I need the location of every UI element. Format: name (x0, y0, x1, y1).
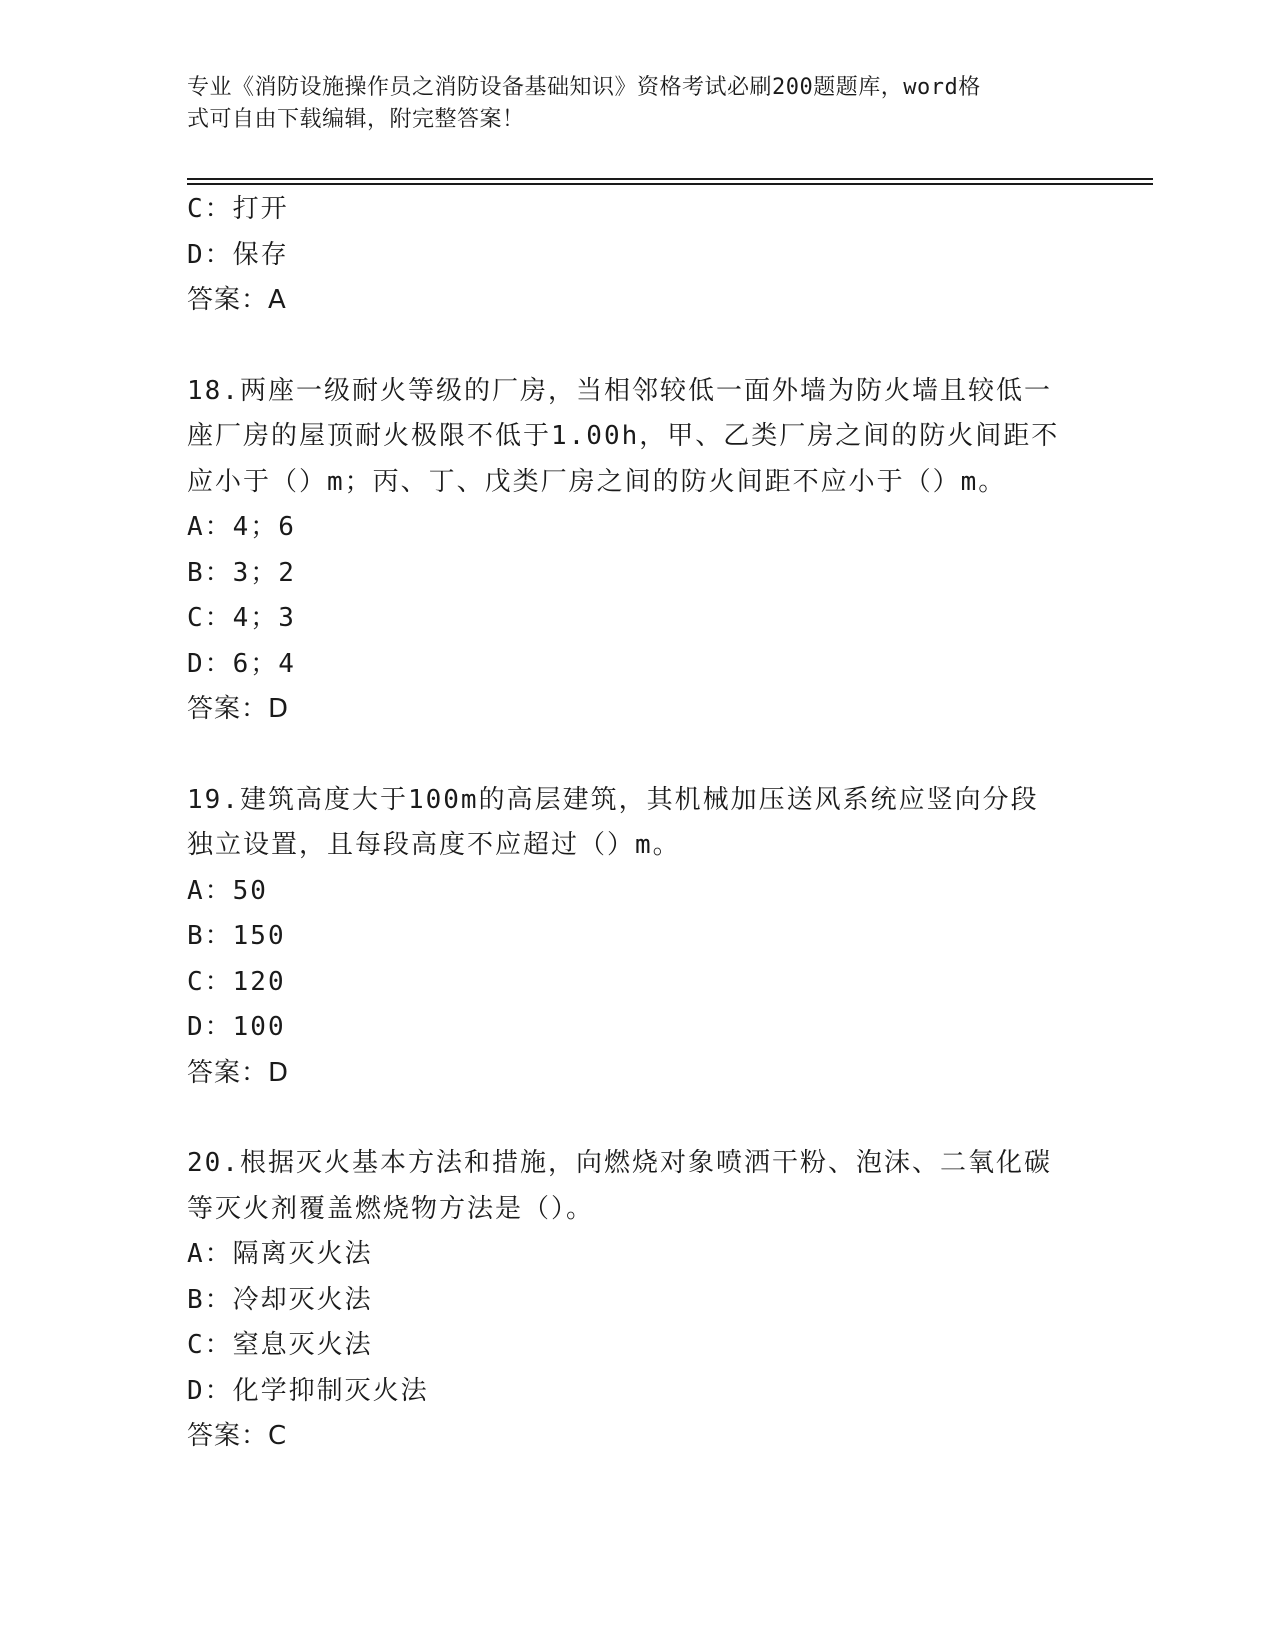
question-text-line: 独立设置，且每段高度不应超过（）m。 (187, 830, 681, 860)
option-c: C：打开 (187, 194, 289, 224)
option-b: B：冷却灭火法 (187, 1284, 373, 1315)
question-text-line: 20.根据灭火基本方法和措施，向燃烧对象喷洒干粉、泡沫、二氧化碳 (187, 1148, 1052, 1178)
header-rule-top (187, 178, 1153, 180)
document-header (187, 72, 1067, 136)
option-b: B：3；2 (187, 557, 296, 588)
answer-line: 答案：D (187, 1057, 290, 1088)
question-18 (187, 369, 1087, 733)
option-b: B：150 (187, 921, 286, 951)
option-a: A：50 (187, 875, 268, 906)
header-rule-bottom (187, 183, 1153, 185)
option-a: A：隔离灭火法 (187, 1239, 373, 1269)
answer-line: 答案：D (187, 694, 290, 724)
option-d: D：化学抑制灭火法 (187, 1375, 429, 1406)
question-text-line: 座厂房的屋顶耐火极限不低于1.00h，甲、乙类厂房之间的防火间距不 (187, 421, 1060, 451)
question-text-line: 等灭火剂覆盖燃烧物方法是（）。 (187, 1193, 595, 1224)
answer-line: 答案：C (187, 1421, 288, 1451)
option-d: D：保存 (187, 239, 289, 270)
option-c: C：4；3 (187, 603, 296, 633)
option-c: C：窒息灭火法 (187, 1330, 373, 1360)
option-a: A：4；6 (187, 512, 296, 542)
option-d: D：6；4 (187, 648, 296, 679)
question-19 (187, 778, 1087, 1097)
previous-question-tail (187, 187, 1087, 324)
header-line-2: 式可自由下载编辑，附完整答案！ (187, 107, 525, 132)
answer-line: 答案：A (187, 285, 287, 315)
option-d: D：100 (187, 1012, 286, 1042)
question-text-line: 19.建筑高度大于100m的高层建筑，其机械加压送风系统应竖向分段 (187, 784, 1039, 815)
option-c: C：120 (187, 966, 286, 997)
document-body (187, 187, 1087, 1460)
question-20 (187, 1141, 1087, 1460)
question-text-line: 18.两座一级耐火等级的厂房，当相邻较低一面外墙为防火墙且较低一 (187, 375, 1052, 406)
question-text-line: 应小于（）m；丙、丁、戊类厂房之间的防火间距不应小于（）m。 (187, 466, 1007, 497)
header-line-1: 专业《消防设施操作员之消防设备基础知识》资格考试必刷200题题库，word格 (187, 75, 981, 100)
